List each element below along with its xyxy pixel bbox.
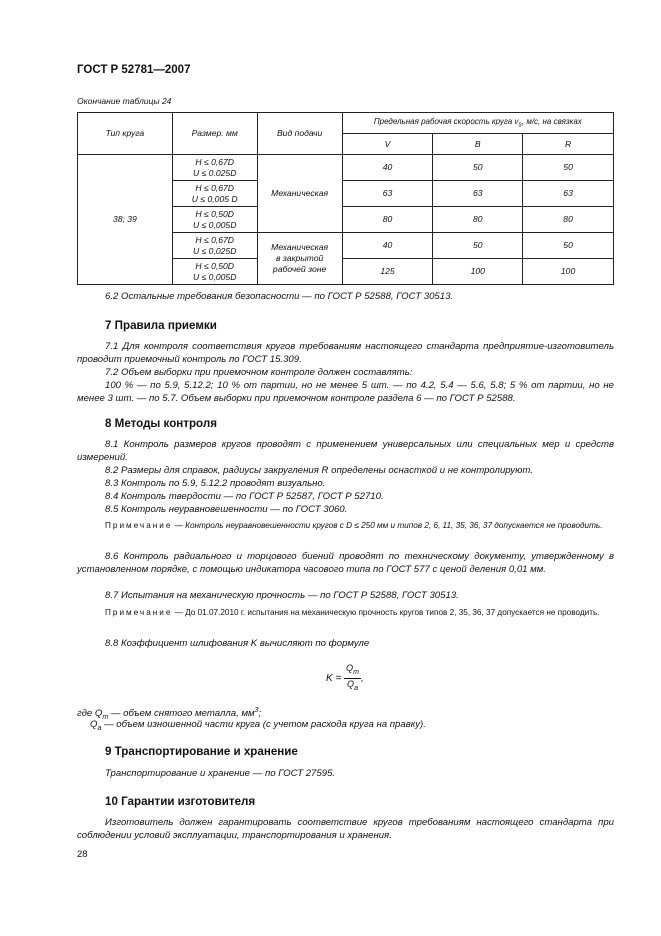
where-line-2: $Q_a$ — объем изношенной части круга (с учетом расхода круга на правку).	[90, 719, 426, 732]
cell-v: 125	[342, 259, 433, 285]
cell-v: 40	[342, 233, 433, 259]
header-v: V	[342, 134, 433, 155]
paragraph-10: Изготовитель должен гарантировать соответствие кругов требованиям настоящего стандарта при соблюдении условий эксплуатации, транспортирования и хранения.	[77, 817, 614, 842]
cell-r: 63	[523, 181, 614, 207]
paragraph-8-7: 8.7 Испытания на механическую прочность — по ГОСТ Р 52588, ГОСТ 30513.	[105, 590, 459, 601]
cell-v: 80	[342, 207, 433, 233]
header-type: Тип круга	[78, 113, 173, 155]
note-8-7: Примечание — До 01.07.2010 г. испытания на механическую прочность кругов типов 2, 35, 36, 37 допускается не проводить.	[105, 608, 600, 617]
paragraph-7-1: 7.1 Для контроля соответствия кругов требованиям настоящего стандарта предприятие-изготовитель проводит приемочный контроль по ГОСТ 15.309.	[77, 341, 614, 366]
header-size: Размер. мм	[172, 113, 257, 155]
cell-size: H ≤ 0,50D U ≤ 0,005D	[172, 207, 257, 233]
note-label: Примечание	[105, 608, 173, 617]
cell-size: H ≤ 0,67D U ≤ 0.025D	[172, 155, 257, 181]
speed-table	[77, 112, 614, 285]
cell-type: 38; 39	[78, 155, 173, 285]
formula-fraction: $\frac{Q_m}{Q_a}$	[346, 663, 359, 692]
table-row	[78, 155, 614, 181]
paragraph-8-8: 8.8 Коэффициент шлифования K вычисляют по формуле	[105, 638, 370, 649]
section-9-title: 9 Транспортирование и хранение	[105, 745, 298, 758]
table-caption: Окончание таблицы 24	[77, 96, 172, 106]
cell-v: 63	[342, 181, 433, 207]
formula: K = $\frac{Q_m}{Q_a}$ ,	[326, 663, 364, 692]
cell-b: 50	[433, 155, 523, 181]
cell-feed-closed: Механическая в закрытой рабочей зоне	[257, 233, 342, 285]
section-10-title: 10 Гарантии изготовителя	[105, 795, 256, 808]
cell-r: 80	[523, 207, 614, 233]
cell-size: H ≤ 0,50D U ≤ 0,005D	[172, 259, 257, 285]
page-number: 28	[77, 849, 88, 860]
header-b: B	[433, 134, 523, 155]
paragraph-8-3: 8.3 Контроль по 5.9, 5.12.2 проводят визуально.	[105, 478, 326, 489]
document-header: ГОСТ Р 52781—2007	[77, 64, 191, 76]
header-r: R	[523, 134, 614, 155]
section-8-title: 8 Методы контроля	[105, 417, 217, 430]
header-feed: Вид подачи	[257, 113, 342, 155]
paragraph-7-2: 7.2 Объем выборки при приемочном контроле должен составлять:	[105, 367, 413, 378]
cell-size: H ≤ 0,67D U ≤ 0,005 D	[172, 181, 257, 207]
paragraph-8-2: 8.2 Размеры для справок, радиусы закругления R определены оснасткой и не контролируют.	[105, 465, 533, 476]
cell-b: 80	[433, 207, 523, 233]
paragraph-6-2: 6.2 Остальные требования безопасности — по ГОСТ Р 52588, ГОСТ 30513.	[105, 291, 454, 302]
paragraph-8-6: 8.6 Контроль радиального и торцового биений проводят по техническому документу, утвержденному в установленном порядке, с помощью индикатора часового типа по ГОСТ 577 с ценой деления 0,01 мм.	[77, 551, 614, 576]
paragraph-8-5: 8.5 Контроль неуравновешенности — по ГОСТ 3060.	[105, 504, 348, 515]
where-line-1: где $Q_m$ — объем снятого металла, $мм^3$;	[77, 707, 262, 722]
paragraph-8-4: 8.4 Контроль твердости — по ГОСТ Р 52587, ГОСТ Р 52710.	[105, 491, 384, 502]
cell-v: 40	[342, 155, 433, 181]
cell-r: 50	[523, 155, 614, 181]
cell-b: 50	[433, 233, 523, 259]
paragraph-7-2-detail: 100 % — по 5.9, 5.12.2; 10 % от партии, но не менее 5 шт. — по 4.2, 5.4 — 5.6, 5.8; 5 % от партии, но не менее 3 шт. — по 5.7. Объем выборки при приемочном контроле раздела 6 — по ГОСТ Р 52588.	[77, 380, 614, 405]
note-8-5: Примечание — Контроль неуравновешенности кругов с D ≤ 250 мм и типов 2, 6, 11, 35, 36, 37 допускается не проводить.	[105, 521, 603, 530]
section-7-title: 7 Правила приемки	[105, 319, 217, 332]
paragraph-9: Транспортирование и хранение — по ГОСТ 27595.	[105, 768, 336, 779]
cell-r: 50	[523, 233, 614, 259]
header-speed: Предельная рабочая скорость круга vs, м/с, на связках	[342, 113, 613, 134]
cell-r: 100	[523, 259, 614, 285]
cell-b: 63	[433, 181, 523, 207]
cell-feed-mech: Механическая	[257, 155, 342, 233]
paragraph-8-1: 8.1 Контроль размеров кругов проводят с применением универсальных или специальных мер и средств измерений.	[77, 439, 614, 464]
note-label: Примечание	[105, 521, 173, 530]
cell-b: 100	[433, 259, 523, 285]
cell-size: H ≤ 0,67D U ≤ 0,025D	[172, 233, 257, 259]
